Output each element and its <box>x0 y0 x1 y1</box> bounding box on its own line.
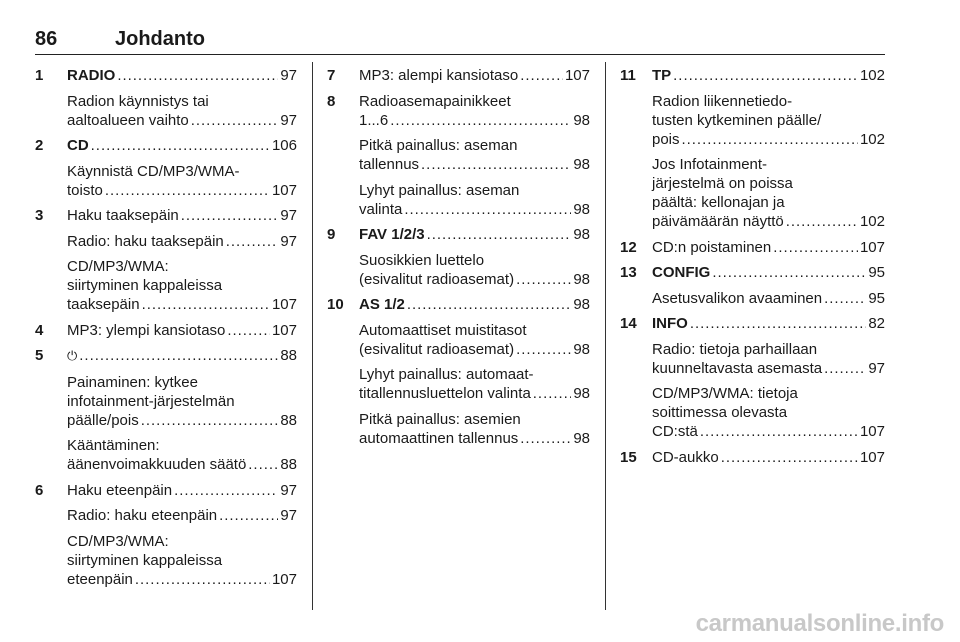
sub-entry-line: päältä: kellonajan ja <box>652 194 785 211</box>
page-ref[interactable]: 107 <box>859 448 885 466</box>
sub-index-line[interactable] <box>359 340 590 359</box>
page-ref[interactable]: 98 <box>573 429 590 447</box>
dot-leader <box>105 181 270 200</box>
entry-number: 12 <box>620 238 637 256</box>
section-title: Johdanto <box>115 28 205 50</box>
sub-index-line[interactable] <box>67 295 297 314</box>
sub-entry-line: Radio: tietoja parhaillaan <box>652 340 818 358</box>
dot-leader <box>690 314 866 333</box>
column-divider <box>605 62 606 610</box>
sub-entry <box>359 321 590 359</box>
sub-entry <box>67 232 297 251</box>
entry-body <box>359 295 590 448</box>
index-line[interactable] <box>359 295 590 314</box>
index-line[interactable] <box>359 225 590 244</box>
entry-body <box>652 448 885 467</box>
entry-number: 15 <box>620 448 637 466</box>
index-entry <box>620 314 885 441</box>
dot-leader <box>533 384 572 403</box>
dot-leader <box>824 289 866 308</box>
dot-leader <box>700 422 858 441</box>
entry-body <box>652 263 885 308</box>
page-ref[interactable]: 98 <box>573 156 590 173</box>
power-icon: ⏻ <box>67 349 78 364</box>
index-entry <box>35 346 297 474</box>
dot-leader <box>79 346 278 365</box>
column-divider <box>312 62 313 610</box>
sub-entry <box>359 410 590 448</box>
sub-entry-line: tusten kytkeminen päälle/ <box>652 111 822 129</box>
entry-label: CD:stä <box>652 423 698 440</box>
sub-entry-line: järjestelmä on poissa <box>652 175 793 192</box>
entry-label: TP <box>652 67 672 84</box>
page-header <box>35 28 885 55</box>
entry-body <box>359 225 590 289</box>
dot-leader <box>117 66 278 85</box>
dot-leader <box>191 111 279 130</box>
sub-entry <box>652 92 885 149</box>
index-entry <box>35 321 297 340</box>
page-ref[interactable]: 98 <box>573 270 590 288</box>
index-line[interactable] <box>652 448 885 467</box>
entry-body <box>67 66 297 130</box>
entry-number: 4 <box>35 321 44 339</box>
entry-label: tallennus <box>359 156 420 173</box>
entry-body <box>67 136 297 200</box>
page-ref[interactable]: 97 <box>280 111 297 129</box>
page-ref[interactable]: 97 <box>280 481 297 499</box>
page-ref[interactable]: 82 <box>868 315 885 332</box>
sub-index-line[interactable] <box>67 570 297 589</box>
entry-body <box>67 346 297 474</box>
page-ref[interactable]: 98 <box>573 296 590 313</box>
index-line[interactable] <box>67 66 297 85</box>
entry-label: taaksepäin <box>67 296 140 313</box>
index-line[interactable] <box>359 111 590 130</box>
sub-index-line[interactable] <box>359 200 590 219</box>
dot-leader <box>91 136 270 155</box>
sub-index-line[interactable] <box>652 289 885 308</box>
entry-label: CD <box>67 137 89 154</box>
sub-entry-line: Radion käynnistys tai <box>67 92 209 110</box>
entry-number: 2 <box>35 137 44 154</box>
sub-index-line[interactable] <box>67 455 297 474</box>
page-ref[interactable]: 95 <box>868 264 885 281</box>
sub-index-line[interactable] <box>652 422 885 441</box>
sub-entry-line: Lyhyt painallus: aseman <box>359 181 520 199</box>
dot-leader <box>421 155 571 174</box>
sub-index-line[interactable] <box>67 506 297 525</box>
entry-label: Radio: haku taaksepäin <box>67 232 224 250</box>
dot-leader <box>721 448 858 467</box>
index-column-2 <box>327 66 590 454</box>
sub-entry <box>359 251 590 289</box>
index-entry <box>35 206 297 314</box>
index-line[interactable] <box>67 321 297 340</box>
page-ref[interactable]: 88 <box>280 411 297 429</box>
dot-leader <box>181 206 279 225</box>
index-entry <box>620 238 885 257</box>
sub-entry-line: Painaminen: kytkee <box>67 373 198 391</box>
sub-index-line[interactable] <box>359 155 590 174</box>
entry-label: eteenpäin <box>67 570 133 588</box>
entry-number: 5 <box>35 347 44 364</box>
entry-label: CD-aukko <box>652 448 719 466</box>
sub-entry-line: CD/MP3/WMA: <box>67 532 169 550</box>
page-ref[interactable]: 97 <box>280 507 297 524</box>
entry-body <box>652 238 885 257</box>
entry-label: Radio: haku eteenpäin <box>67 507 218 524</box>
entry-label: INFO <box>652 315 688 332</box>
index-entry <box>327 225 590 289</box>
sub-entry <box>652 289 885 308</box>
page-ref[interactable]: 97 <box>280 232 297 250</box>
sub-index-line[interactable] <box>67 181 297 200</box>
entry-number: 11 <box>620 67 636 84</box>
index-line[interactable] <box>67 206 297 225</box>
index-column-1 <box>35 66 297 595</box>
index-entry <box>620 263 885 308</box>
entry-number: 8 <box>327 92 336 110</box>
page-ref[interactable]: 98 <box>573 111 590 129</box>
entry-label: (esivalitut radioasemat) <box>359 340 515 358</box>
sub-index-line[interactable] <box>67 232 297 251</box>
page-ref[interactable]: 98 <box>573 200 590 218</box>
watermark: carmanualsonline.info <box>695 610 944 637</box>
index-line[interactable] <box>652 66 885 85</box>
entry-label: CONFIG <box>652 264 711 281</box>
page-ref[interactable]: 88 <box>280 456 297 473</box>
entry-label: Haku taaksepäin <box>67 207 179 224</box>
dot-leader <box>520 429 571 448</box>
sub-entry-line: CD/MP3/WMA: <box>67 258 169 275</box>
page-ref[interactable]: 97 <box>280 67 297 84</box>
sub-entry-line: siirtyminen kappaleissa <box>67 551 223 569</box>
index-entry <box>327 92 590 219</box>
sub-entry <box>652 155 885 231</box>
entry-label: (esivalitut radioasemat) <box>359 270 515 288</box>
sub-entry-line: Pitkä painallus: aseman <box>359 137 518 154</box>
dot-leader <box>786 212 858 231</box>
entry-label: Asetusvalikon avaaminen <box>652 289 823 307</box>
sub-entry <box>652 384 885 441</box>
entry-label: MP3: alempi kansiotaso <box>359 67 519 84</box>
page-ref[interactable]: 98 <box>573 340 590 358</box>
sub-entry <box>359 365 590 403</box>
page-ref[interactable]: 107 <box>271 570 297 588</box>
sub-entry <box>652 340 885 378</box>
sub-entry <box>67 373 297 430</box>
entry-label-line: Radioasemapainikkeet <box>359 92 511 110</box>
sub-entry <box>67 436 297 474</box>
index-line[interactable] <box>359 66 590 85</box>
entry-number: 6 <box>35 481 44 499</box>
sub-entry <box>67 506 297 525</box>
entry-label: titallennusluettelon valinta <box>359 385 531 402</box>
index-entry <box>35 66 297 130</box>
entry-body <box>359 92 590 219</box>
entry-label: aaltoalueen vaihto <box>67 111 189 129</box>
dot-leader <box>390 111 571 130</box>
sub-entry-line: Kääntäminen: <box>67 437 160 454</box>
page-number: 86 <box>35 28 58 50</box>
entry-body <box>652 314 885 441</box>
entry-label: AS 1/2 <box>359 296 405 313</box>
page-ref[interactable]: 106 <box>271 137 297 154</box>
dot-leader <box>141 411 279 430</box>
sub-entry-line: Lyhyt painallus: automaat- <box>359 366 534 383</box>
page-ref[interactable]: 107 <box>859 238 885 256</box>
dot-leader <box>174 481 278 500</box>
entry-label: 1...6 <box>359 111 389 129</box>
dot-leader <box>404 200 571 219</box>
entry-number: 14 <box>620 315 637 332</box>
page-ref[interactable]: 107 <box>271 321 297 339</box>
index-entry <box>327 66 590 85</box>
entry-number: 1 <box>35 67 44 84</box>
page-ref[interactable]: 102 <box>859 67 885 84</box>
dot-leader <box>520 66 563 85</box>
entry-label: päälle/pois <box>67 411 139 429</box>
dot-leader <box>682 130 858 149</box>
sub-entry-line: Automaattiset muistitasot <box>359 321 527 339</box>
entry-number: 13 <box>620 264 637 281</box>
sub-index-line[interactable] <box>359 429 590 448</box>
sub-entry-line: CD/MP3/WMA: tietoja <box>652 385 798 402</box>
dot-leader <box>142 295 270 314</box>
index-entry <box>620 66 885 231</box>
index-column-3 <box>620 66 885 473</box>
sub-entry-line: Käynnistä CD/MP3/WMA- <box>67 162 240 180</box>
sub-index-line[interactable] <box>359 384 590 403</box>
index-entry <box>35 481 297 589</box>
page-ref[interactable]: 97 <box>280 207 297 224</box>
entry-label: päivämäärän näyttö <box>652 213 784 230</box>
sub-entry-line: Radion liikennetiedo- <box>652 92 793 110</box>
sub-entry <box>67 162 297 200</box>
entry-label: CD:n poistaminen <box>652 238 772 256</box>
page-ref[interactable]: 102 <box>859 213 885 230</box>
dot-leader <box>427 225 572 244</box>
dot-leader <box>226 232 279 251</box>
index-line[interactable] <box>652 314 885 333</box>
page-ref[interactable]: 88 <box>280 347 297 364</box>
index-entry <box>620 448 885 467</box>
sub-entry <box>67 257 297 314</box>
sub-entry-line: Jos Infotainment- <box>652 156 768 173</box>
page-ref[interactable]: 97 <box>868 359 885 377</box>
sub-entry <box>359 181 590 219</box>
sub-entry <box>359 136 590 174</box>
index-line[interactable] <box>67 481 297 500</box>
sub-entry-line: siirtyminen kappaleissa <box>67 277 223 294</box>
entry-label: toisto <box>67 181 103 199</box>
dot-leader <box>773 238 858 257</box>
page-ref[interactable]: 102 <box>859 130 885 148</box>
dot-leader <box>248 455 278 474</box>
entry-number: 9 <box>327 226 336 243</box>
sub-index-line[interactable] <box>652 212 885 231</box>
dot-leader <box>219 506 278 525</box>
page-ref[interactable]: 98 <box>573 385 590 402</box>
dot-leader <box>516 340 571 359</box>
sub-entry-line: infotainment-järjestelmän <box>67 392 235 410</box>
sub-index-line[interactable] <box>652 359 885 378</box>
index-line[interactable] <box>652 238 885 257</box>
entry-body <box>67 206 297 314</box>
entry-body <box>67 321 297 340</box>
entry-body <box>359 66 590 85</box>
dot-leader <box>824 359 866 378</box>
entry-label: MP3: ylempi kansiotaso <box>67 321 226 339</box>
entry-number: 7 <box>327 67 336 84</box>
sub-entry <box>67 532 297 589</box>
index-line[interactable] <box>652 263 885 282</box>
sub-index-line[interactable] <box>652 130 885 149</box>
page-ref[interactable]: 95 <box>868 289 885 307</box>
entry-label: Haku eteenpäin <box>67 481 173 499</box>
dot-leader <box>673 66 858 85</box>
dot-leader <box>516 270 571 289</box>
sub-index-line[interactable] <box>67 411 297 430</box>
index-entry <box>327 295 590 448</box>
page-ref[interactable]: 107 <box>859 423 885 440</box>
sub-entry-line: soittimessa olevasta <box>652 404 788 421</box>
sub-entry-line: Pitkä painallus: asemien <box>359 410 521 428</box>
dot-leader <box>407 295 571 314</box>
page-ref[interactable]: 107 <box>271 181 297 199</box>
entry-label: automaattinen tallennus <box>359 429 519 447</box>
entry-number: 3 <box>35 207 44 224</box>
entry-body <box>67 481 297 589</box>
entry-label: pois <box>652 130 680 148</box>
sub-index-line[interactable] <box>359 270 590 289</box>
page-ref[interactable]: 107 <box>564 67 590 84</box>
page-ref[interactable]: 107 <box>271 296 297 313</box>
index-line[interactable] <box>67 136 297 155</box>
dot-leader <box>712 263 866 282</box>
sub-entry <box>67 92 297 130</box>
entry-label: FAV 1/2/3 <box>359 226 425 243</box>
index-line[interactable] <box>67 346 297 366</box>
dot-leader <box>227 321 270 340</box>
entry-label: äänenvoimakkuuden säätö <box>67 456 247 473</box>
entry-label: RADIO <box>67 67 116 84</box>
index-entry <box>35 136 297 200</box>
entry-body <box>652 66 885 231</box>
entry-label: kuunneltavasta asemasta <box>652 359 823 377</box>
page-ref[interactable]: 98 <box>573 226 590 243</box>
sub-entry-line: Suosikkien luettelo <box>359 251 485 269</box>
entry-number: 10 <box>327 296 344 313</box>
dot-leader <box>135 570 270 589</box>
sub-index-line[interactable] <box>67 111 297 130</box>
entry-label: valinta <box>359 200 403 218</box>
